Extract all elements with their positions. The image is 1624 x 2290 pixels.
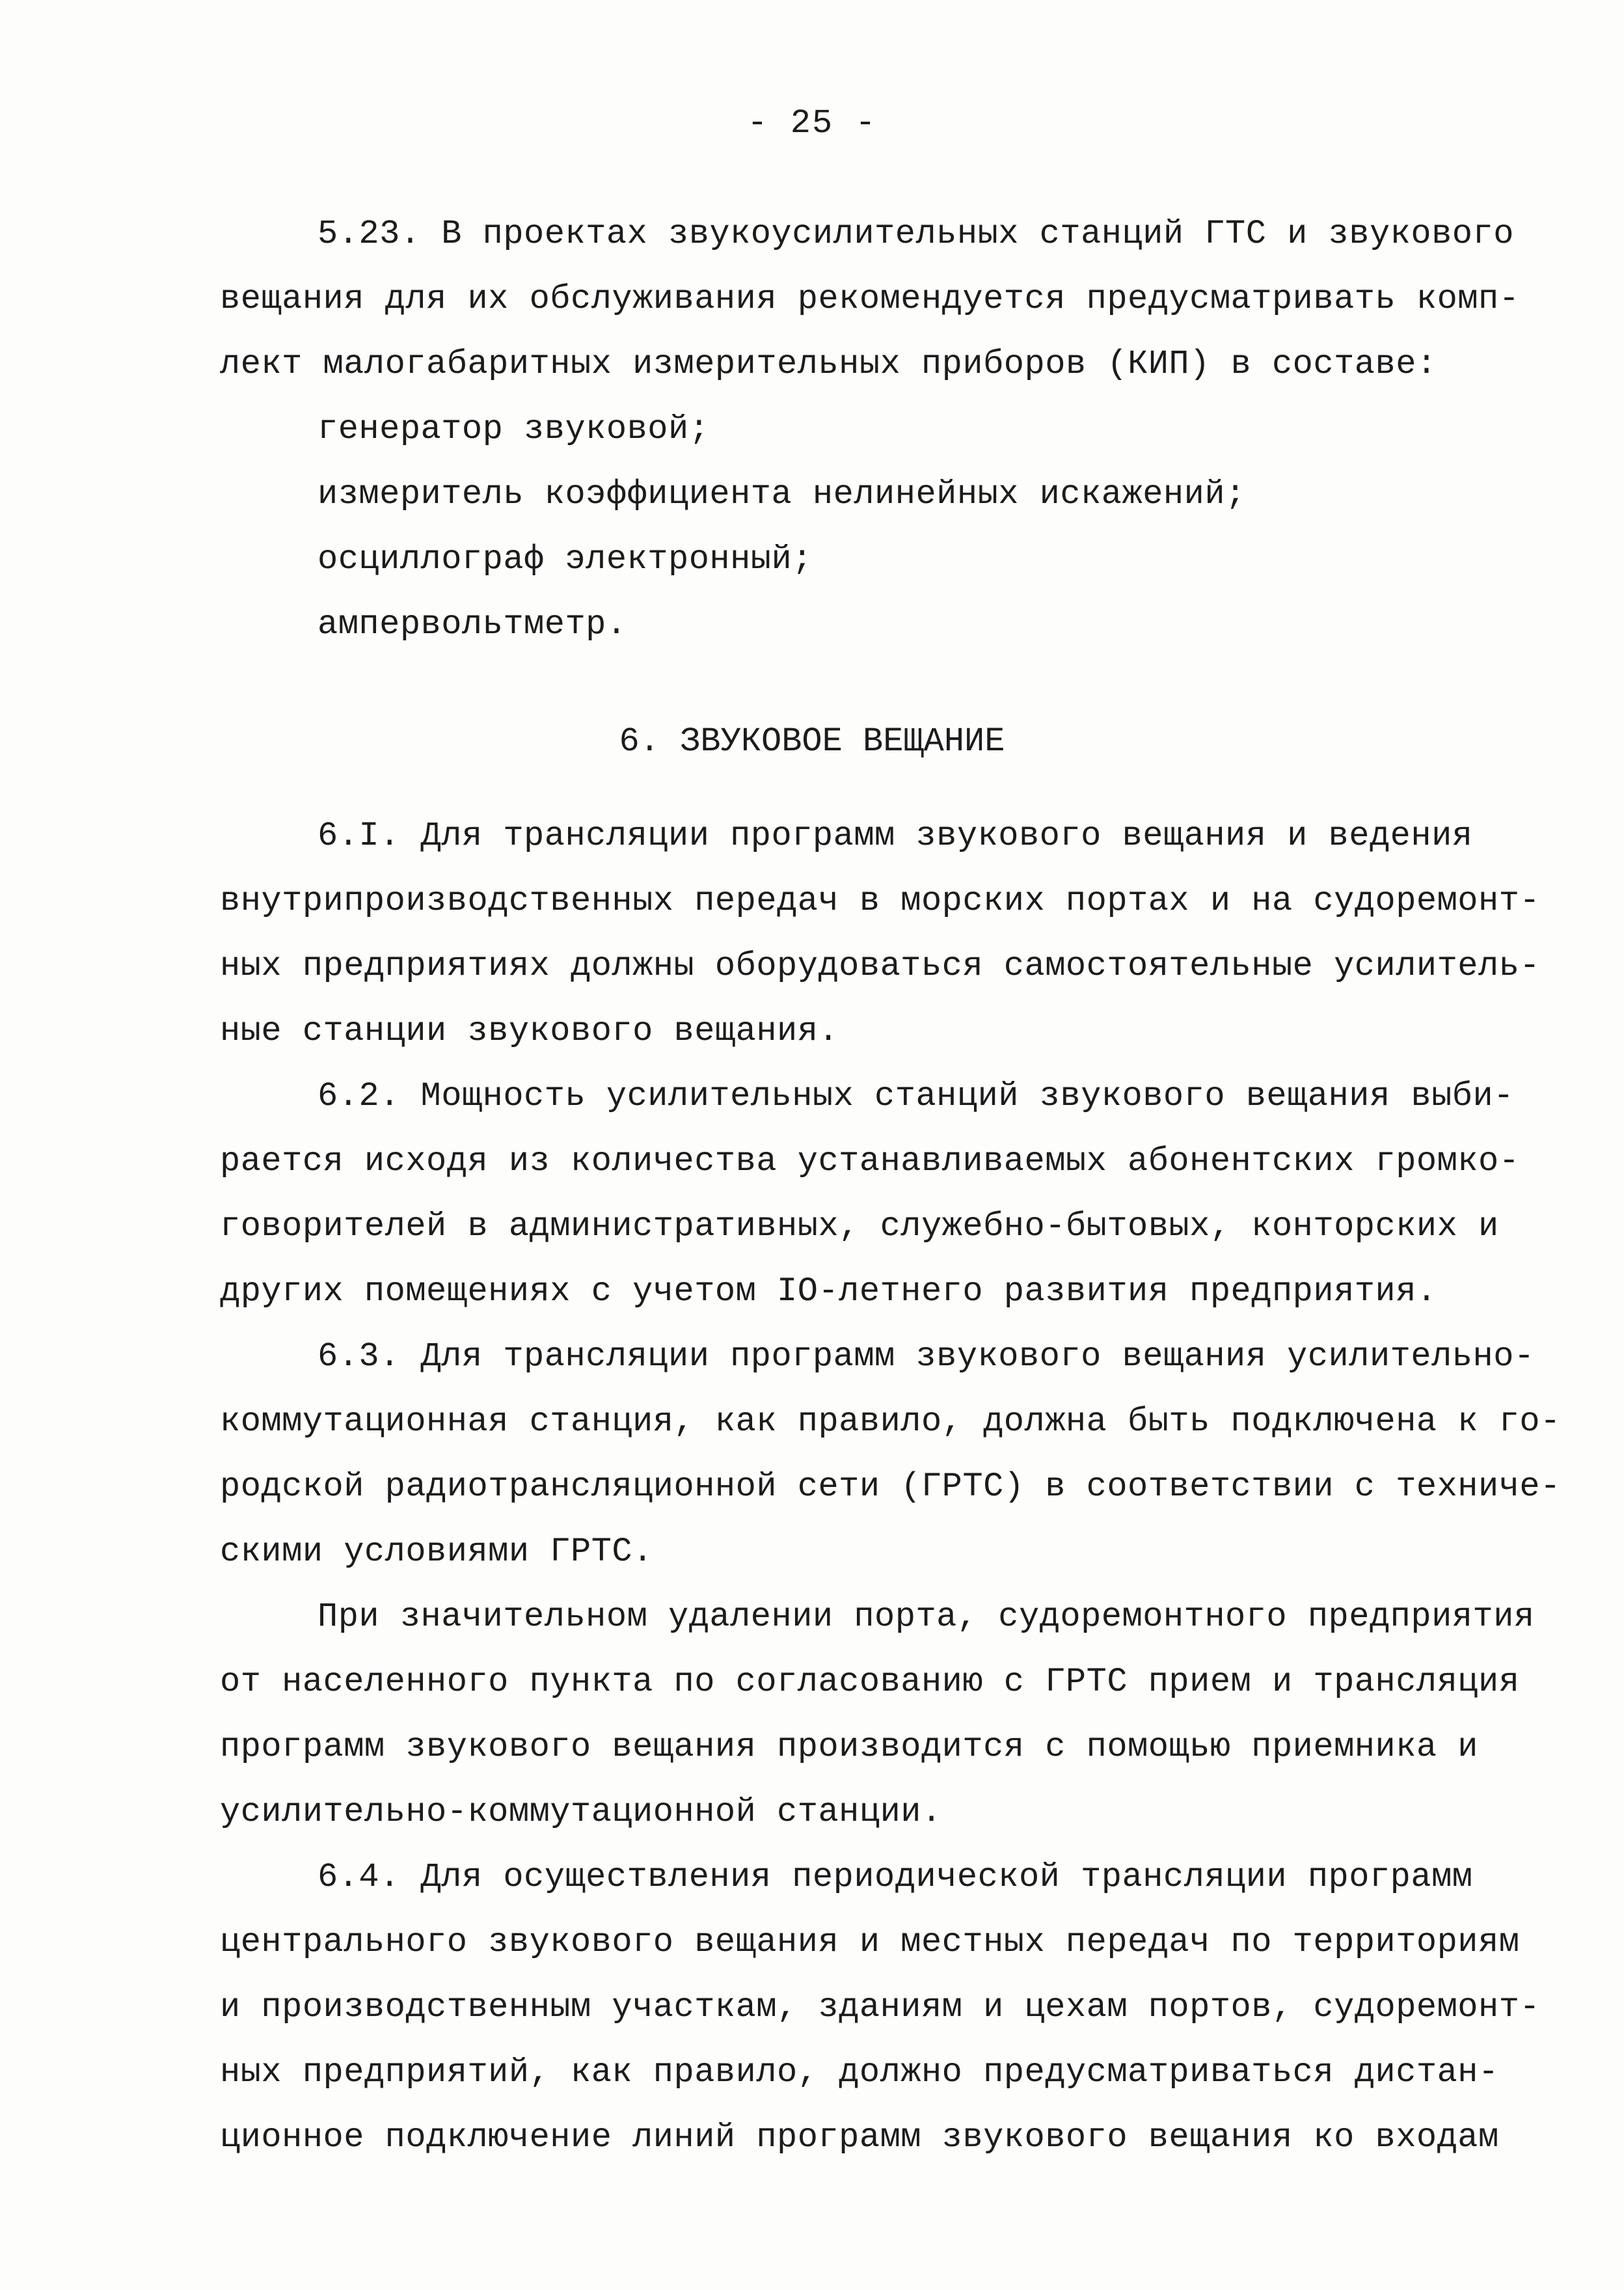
list-item: измеритель коэффициента нелинейных искажений; [318, 475, 1246, 513]
paragraph-6-4-line-4: ных предприятий, как правило, должно предусматриваться дистан- [220, 2053, 1499, 2092]
paragraph-6-4-line-5: ционное подключение линий программ звукового вещания ко входам [220, 2118, 1499, 2157]
paragraph-6-3b-line-1: При значительном удалении порта, судоремонтного предприятия [318, 1598, 1535, 1636]
page-number: - 25 - [747, 104, 877, 143]
paragraph-6-1-line-3: ных предприятиях должны оборудоваться самостоятельные усилитель- [220, 947, 1541, 985]
paragraph-6-4-line-1: 6.4. Для осуществления периодической трансляции программ [318, 1858, 1473, 1896]
paragraph-6-1-line-1: 6.I. Для трансляции программ звукового вещания и ведения [318, 817, 1473, 855]
paragraph-6-3b-line-2: от населенного пункта по согласованию с ГРТС прием и трансляция [220, 1663, 1520, 1701]
section-heading: 6. ЗВУКОВОЕ ВЕЩАНИЕ [619, 722, 1005, 761]
paragraph-6-1-line-4: ные станции звукового вещания. [220, 1012, 839, 1050]
paragraph-6-2-line-3: говорителей в административных, служебно-бытовых, конторских и [220, 1207, 1499, 1246]
paragraph-6-4-line-2: центрального звукового вещания и местных передач по территориям [220, 1923, 1520, 1961]
paragraph-6-4-line-3: и производственным участкам, зданиям и цехам портов, судоремонт- [220, 1988, 1541, 2026]
paragraph-6-3b-line-3: программ звукового вещания производится с помощью приемника и [220, 1728, 1479, 1766]
paragraph-6-3-line-3: родской радиотрансляционной сети (ГРТС) в соответствии с техниче- [220, 1467, 1561, 1506]
list-item: осциллограф электронный; [318, 540, 813, 579]
paragraph-6-2-line-1: 6.2. Мощность усилительных станций звукового вещания выби- [318, 1077, 1514, 1115]
paragraph-6-3-line-1: 6.3. Для трансляции программ звукового вещания усилительно- [318, 1337, 1535, 1376]
list-item: генератор звуковой; [318, 410, 710, 448]
paragraph-5-23-line-1: 5.23. В проектах звукоусилительных станций ГТС и звукового [318, 215, 1514, 253]
paragraph-6-3-line-2: коммутационная станция, как правило, должна быть подключена к го- [220, 1402, 1561, 1441]
paragraph-6-1-line-2: внутрипроизводственных передач в морских портах и на судоремонт- [220, 882, 1541, 920]
paragraph-6-3-line-4: скими условиями ГРТС. [220, 1533, 653, 1571]
paragraph-6-3b-line-4: усилительно-коммутационной станции. [220, 1793, 942, 1831]
paragraph-6-2-line-4: других помещениях с учетом IO-летнего развития предприятия. [220, 1272, 1437, 1311]
paragraph-6-2-line-2: рается исходя из количества устанавливаемых абонентских громко- [220, 1142, 1520, 1180]
list-item: ампервольтметр. [318, 605, 627, 644]
paragraph-5-23-line-3: лект малогабаритных измерительных приборов (КИП) в составе: [220, 345, 1437, 383]
paragraph-5-23-line-2: вещания для их обслуживания рекомендуется предусматривать комп- [220, 280, 1520, 318]
